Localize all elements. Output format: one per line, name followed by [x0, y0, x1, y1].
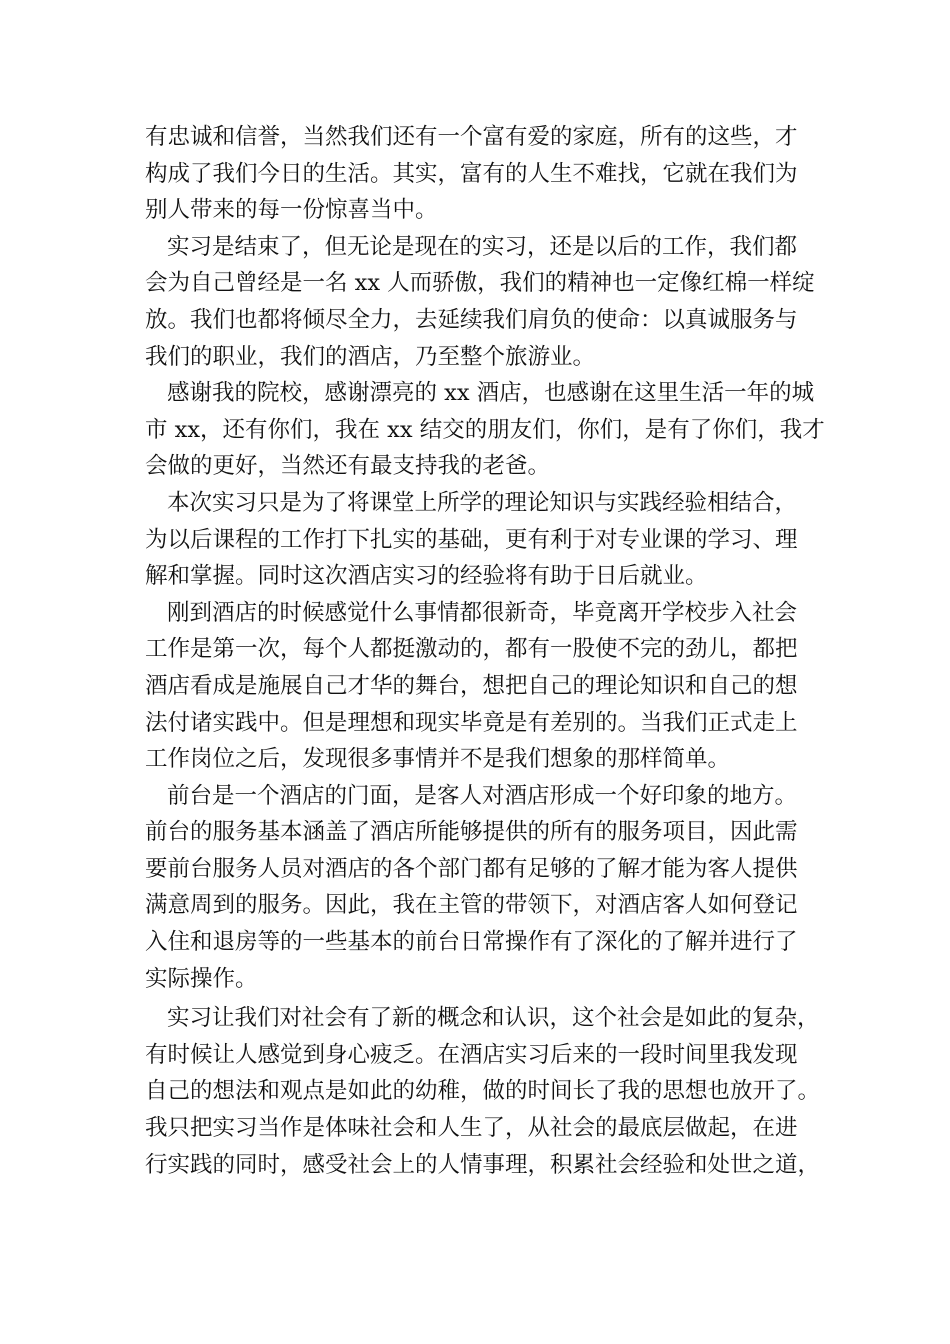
paragraph [145, 229, 825, 375]
text-line: 会做的更好，当然还有最支持我的老爸。 [145, 453, 551, 480]
text-line: 感谢我的院校，感谢漂亮的 xx 酒店，也感谢在这里生活一年的城 [167, 380, 815, 407]
text-line: 为以后课程的工作打下扎实的基础，更有利于对专业课的学习、理 [145, 526, 798, 553]
text-line: 入住和退房等的一些基本的前台日常操作有了深化的了解并进行了 [145, 929, 798, 956]
text-line: 前台是一个酒店的门面，是客人对酒店形成一个好印象的地方。 [167, 782, 798, 809]
text-line: 满意周到的服务。因此，我在主管的带领下，对酒店客人如何登记 [145, 892, 798, 919]
text-line: 别人带来的每一份惊喜当中。 [145, 197, 438, 224]
text-line: 刚到酒店的时候感觉什么事情都很新奇，毕竟离开学校步入社会 [167, 599, 798, 626]
text-line: 解和掌握。同时这次酒店实习的经验将有助于日后就业。 [145, 563, 708, 590]
document-body [145, 119, 825, 1183]
text-line: 我们的职业，我们的酒店，乃至整个旅游业。 [145, 343, 596, 370]
paragraph [145, 595, 825, 778]
paragraph [145, 1000, 825, 1183]
paragraph [145, 485, 825, 595]
text-line: 自己的想法和观点是如此的幼稚，做的时间长了我的思想也放开了。 [145, 1078, 821, 1105]
text-line: 本次实习只是为了将课堂上所学的理论知识与实践经验相结合， [167, 489, 798, 516]
text-line: 工作岗位之后，发现很多事情并不是我们想象的那样简单。 [145, 746, 731, 773]
text-line: 法付诸实践中。但是理想和现实毕竟是有差别的。当我们正式走上 [145, 709, 798, 736]
paragraph [145, 375, 825, 485]
text-line: 要前台服务人员对酒店的各个部门都有足够的了解才能为客人提供 [145, 855, 798, 882]
text-line: 行实践的同时，感受社会上的人情事理，积累社会经验和处世之道， [145, 1151, 821, 1178]
text-line: 实习让我们对社会有了新的概念和认识，这个社会是如此的复杂， [167, 1005, 820, 1032]
paragraph [145, 778, 825, 998]
text-line: 有忠诚和信誉，当然我们还有一个富有爱的家庭，所有的这些，才 [145, 124, 798, 150]
text-line: 实际操作。 [145, 965, 258, 992]
text-line: 前台的服务基本涵盖了酒店所能够提供的所有的服务项目，因此需 [145, 819, 798, 846]
paragraph [145, 119, 825, 229]
text-line: 有时候让人感觉到身心疲乏。在酒店实习后来的一段时间里我发现 [145, 1041, 798, 1068]
text-line: 市 xx，还有你们，我在 xx 结交的朋友们，你们，是有了你们，我才 [145, 416, 825, 443]
text-line: 放。我们也都将倾尽全力，去延续我们肩负的使命：以真诚服务与 [145, 306, 798, 333]
text-line: 工作是第一次，每个人都挺激动的，都有一股使不完的劲儿，都把 [145, 636, 798, 663]
text-line: 实习是结束了，但无论是现在的实习，还是以后的工作，我们都 [167, 233, 798, 260]
text-line: 我只把实习当作是体味社会和人生了，从社会的最底层做起，在进 [145, 1115, 798, 1142]
text-line: 构成了我们今日的生活。其实，富有的人生不难找，它就在我们为 [145, 160, 798, 187]
text-line: 酒店看成是施展自己才华的舞台，想把自己的理论知识和自己的想 [145, 672, 798, 699]
text-line: 会为自己曾经是一名 xx 人而骄傲，我们的精神也一定像红棉一样绽 [145, 270, 815, 297]
